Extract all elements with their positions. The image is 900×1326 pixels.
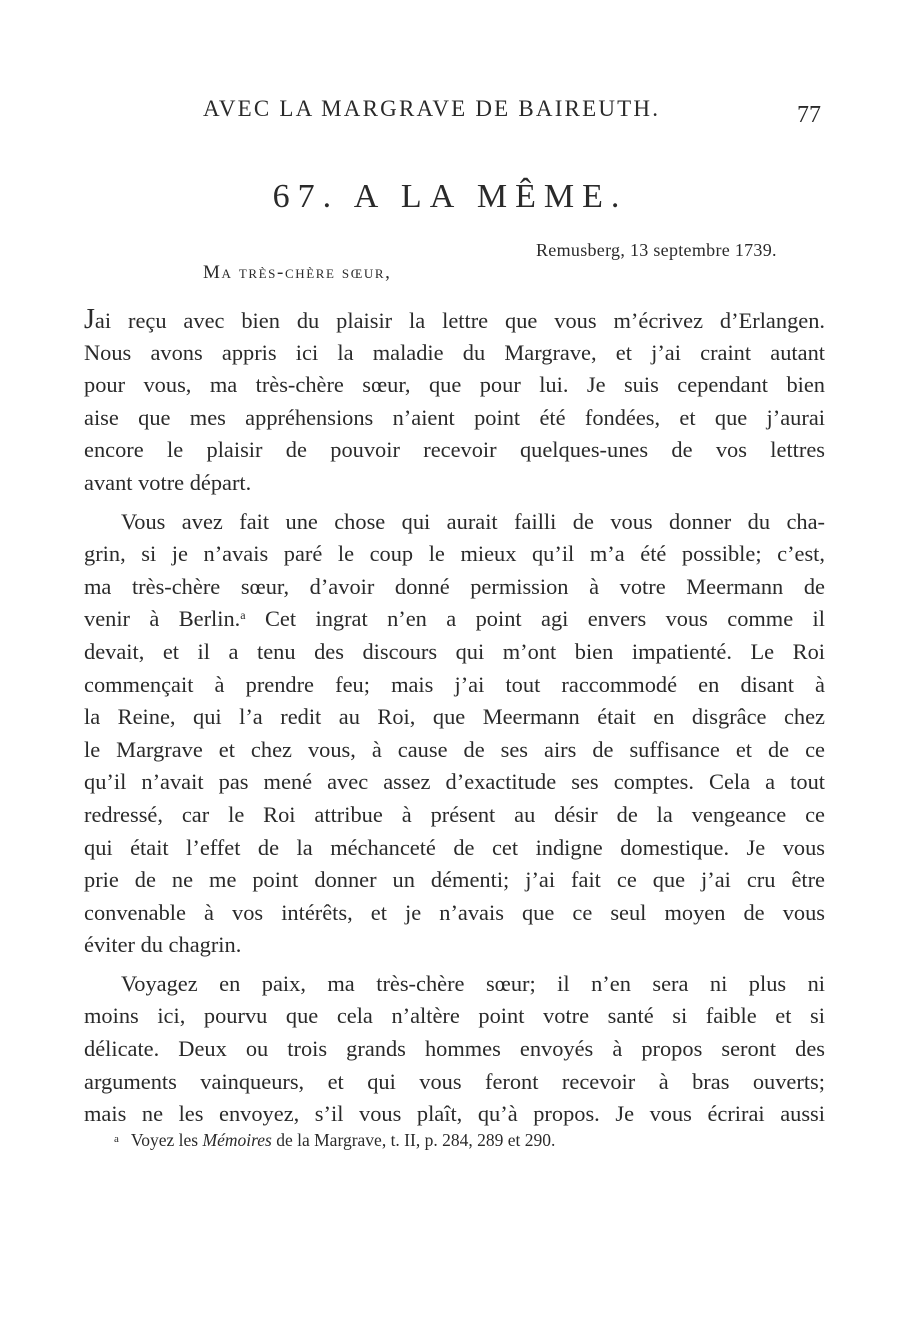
drop-cap: J	[84, 304, 95, 335]
text-line: commençait à prendre feu; mais j’ai tout raccommodé en disant à	[84, 671, 825, 697]
text-line: mais ne les envoyez, s’il vous plaît, qu’à propos. Je vous écrirai aussi	[84, 1101, 825, 1127]
text-line: redressé, car le Roi attribue à présent au désir de la vengeance ce	[84, 801, 825, 827]
text-line: éviter du chagrin.	[84, 932, 242, 958]
text-line: délicate. Deux ou trois grands hommes envoyés à propos seront des	[84, 1036, 825, 1062]
text-line: pour vous, ma très-chère sœur, que pour lui. Je suis cependant bien	[84, 372, 825, 398]
salutation: Ma très-chère sœur,	[203, 262, 392, 283]
running-head: AVEC LA MARGRAVE DE BAIREUTH.	[203, 96, 661, 121]
text-line: devait, et il a tenu des discours qui m’ont bien impatienté. Le Roi	[84, 638, 825, 664]
text-line: Jai reçu avec bien du plaisir la lettre que vous m’écrivez d’Erlangen.	[84, 304, 825, 335]
text-line: encore le plaisir de pouvoir recevoir quelques-unes de vos lettres	[84, 437, 825, 463]
dateline: Remusberg, 13 septembre 1739.	[536, 240, 777, 260]
text-line: qu’il n’avait pas mené avec assez d’exactitude ses comptes. Cela a tout	[84, 769, 825, 795]
text-line: prie de ne me point donner un démenti; j’ai fait ce que j’ai cru être	[84, 867, 825, 893]
text-line: venir à Berlin.$^a$ Cet ingrat n’en a point agi envers vous comme il	[84, 606, 825, 632]
letter-body	[84, 304, 825, 1131]
text-line: arguments vainqueurs, et qui vous feront recevoir à bras ouverts;	[84, 1068, 825, 1094]
footnote-mark: a	[114, 1133, 119, 1145]
text-line: ma très-chère sœur, d’avoir donné permission à votre Meermann de	[84, 573, 825, 599]
text-line: le Margrave et chez vous, à cause de ses airs de suffisance et de ce	[84, 736, 825, 762]
text-line: Vous avez fait une chose qui aurait failli de vous donner du cha-	[121, 508, 825, 534]
letter-title: 67. A LA MÊME.	[272, 178, 628, 215]
text-line: aise que mes appréhensions n’aient point été fondées, et que j’aurai	[84, 404, 825, 430]
footnote-reference: a	[240, 608, 246, 623]
text-line: grin, si je n’avais paré le coup le mieux qu’il m’a été possible; c’est,	[84, 541, 825, 567]
text-line: Voyagez en paix, ma très-chère sœur; il n’en sera ni plus ni	[121, 970, 825, 996]
text-line: avant votre départ.	[84, 469, 252, 495]
text-line: Nous avons appris ici la maladie du Margrave, et j’ai craint autant	[84, 339, 825, 365]
text-line: la Reine, qui l’a redit au Roi, que Meermann était en disgrâce chez	[84, 704, 825, 730]
footnote: $^a$ Voyez les Mémoires de la Margrave, t. II, p. 284, 289 et 290.	[114, 1130, 556, 1150]
footnote-italic-title: Mémoires	[202, 1130, 272, 1150]
page-number: 77	[797, 102, 821, 128]
text-line: convenable à vos intérêts, et je n’avais que ce seul moyen de vous	[84, 899, 825, 925]
text-line: qui était l’effet de la méchanceté de cet indigne domestique. Je vous	[84, 834, 825, 860]
text-line: moins ici, pourvu que cela n’altère point votre santé si faible et si	[84, 1003, 825, 1029]
